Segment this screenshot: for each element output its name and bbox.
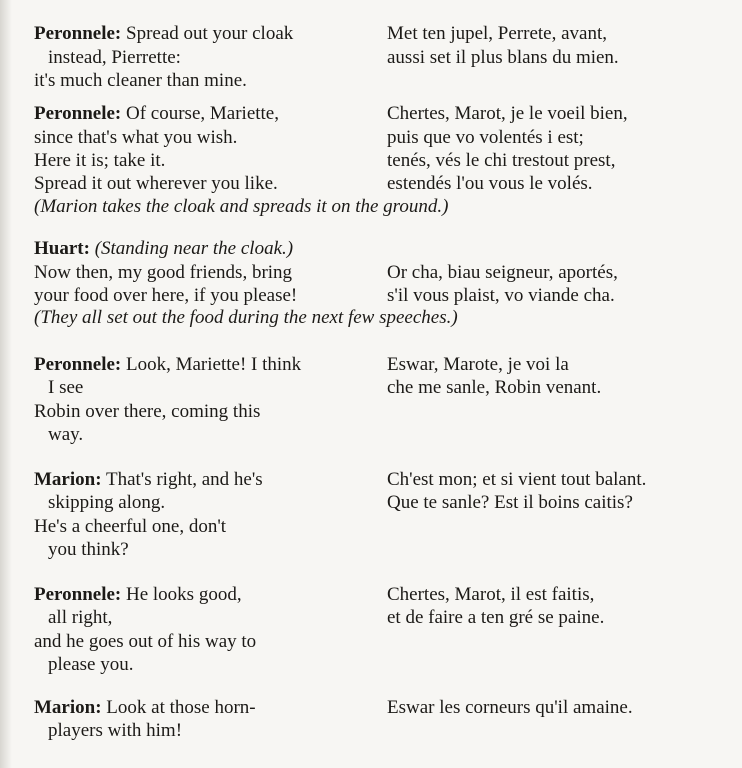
french-line: et de faire a ten gré se paine. bbox=[387, 607, 605, 628]
speech-line: Marion: Look at those horn- bbox=[34, 697, 256, 718]
speech-line: and he goes out of his way to bbox=[34, 631, 257, 652]
speech-line: instead, Pierrette: bbox=[48, 47, 181, 68]
speaker-name: Peronnele: bbox=[34, 103, 122, 124]
speech-line: since that's what you wish. bbox=[34, 127, 238, 148]
speaker-name: Peronnele: bbox=[34, 354, 122, 375]
speech-line: Now then, my good friends, bring bbox=[34, 262, 293, 283]
speech-line: Peronnele: Of course, Mariette, bbox=[34, 103, 279, 124]
speaker-name: Peronnele: bbox=[34, 23, 122, 44]
french-line: Eswar, Marote, je voi la bbox=[387, 354, 569, 375]
speech-line: Spread it out wherever you like. bbox=[34, 173, 278, 194]
french-line: Ch'est mon; et si vient tout balant. bbox=[387, 469, 647, 490]
speech-line: Peronnele: Look, Mariette! I think bbox=[34, 354, 302, 375]
speech-line: all right, bbox=[48, 607, 113, 628]
speaker-name: Marion: bbox=[34, 469, 102, 490]
french-line: estendés l'ou vous le volés. bbox=[387, 173, 593, 194]
french-line: Eswar les corneurs qu'il amaine. bbox=[387, 697, 633, 718]
french-line: aussi set il plus blans du mien. bbox=[387, 47, 619, 68]
speech-line: you think? bbox=[48, 539, 129, 560]
speech-line bbox=[34, 238, 293, 260]
speech-line: I see bbox=[48, 377, 84, 398]
speech-line: please you. bbox=[48, 654, 134, 675]
speaker-name: Peronnele: bbox=[34, 584, 122, 605]
page-spine-shadow bbox=[0, 0, 12, 768]
speech-line: Marion: That's right, and he's bbox=[34, 469, 263, 490]
inline-direction: (Standing near the cloak.) bbox=[94, 238, 294, 259]
speech-line: players with him! bbox=[48, 720, 183, 741]
french-line: Met ten jupel, Perrete, avant, bbox=[387, 23, 608, 44]
speaker-name: Huart: bbox=[34, 238, 90, 259]
speech-line: Here it is; take it. bbox=[34, 150, 166, 171]
french-line: che me sanle, Robin venant. bbox=[387, 377, 602, 398]
speech-line: Peronnele: Spread out your cloak bbox=[34, 23, 294, 44]
stage-direction: (They all set out the food during the next few speeches.) bbox=[34, 307, 458, 328]
speaker-name: Marion: bbox=[34, 697, 102, 718]
speech-line: Robin over there, coming this bbox=[34, 401, 261, 422]
speech-line: He's a cheerful one, don't bbox=[34, 516, 227, 537]
french-line: puis que vo volentés i est; bbox=[387, 127, 584, 148]
french-line: tenés, vés le chi trestout prest, bbox=[387, 150, 616, 171]
speech-line: Peronnele: He looks good, bbox=[34, 584, 242, 605]
speech-line: skipping along. bbox=[48, 492, 166, 513]
stage-direction: (Marion takes the cloak and spreads it on the ground.) bbox=[34, 196, 449, 217]
speech-line: your food over here, if you please! bbox=[34, 285, 298, 306]
speech-line: it's much cleaner than mine. bbox=[34, 70, 247, 91]
french-line: s'il vous plaist, vo viande cha. bbox=[387, 285, 615, 306]
french-line: Que te sanle? Est il boins caitis? bbox=[387, 492, 633, 513]
french-line: Or cha, biau seigneur, aportés, bbox=[387, 262, 618, 283]
french-line: Chertes, Marot, je le voeil bien, bbox=[387, 103, 628, 124]
french-line: Chertes, Marot, il est faitis, bbox=[387, 584, 595, 605]
speech-line: way. bbox=[48, 424, 84, 445]
